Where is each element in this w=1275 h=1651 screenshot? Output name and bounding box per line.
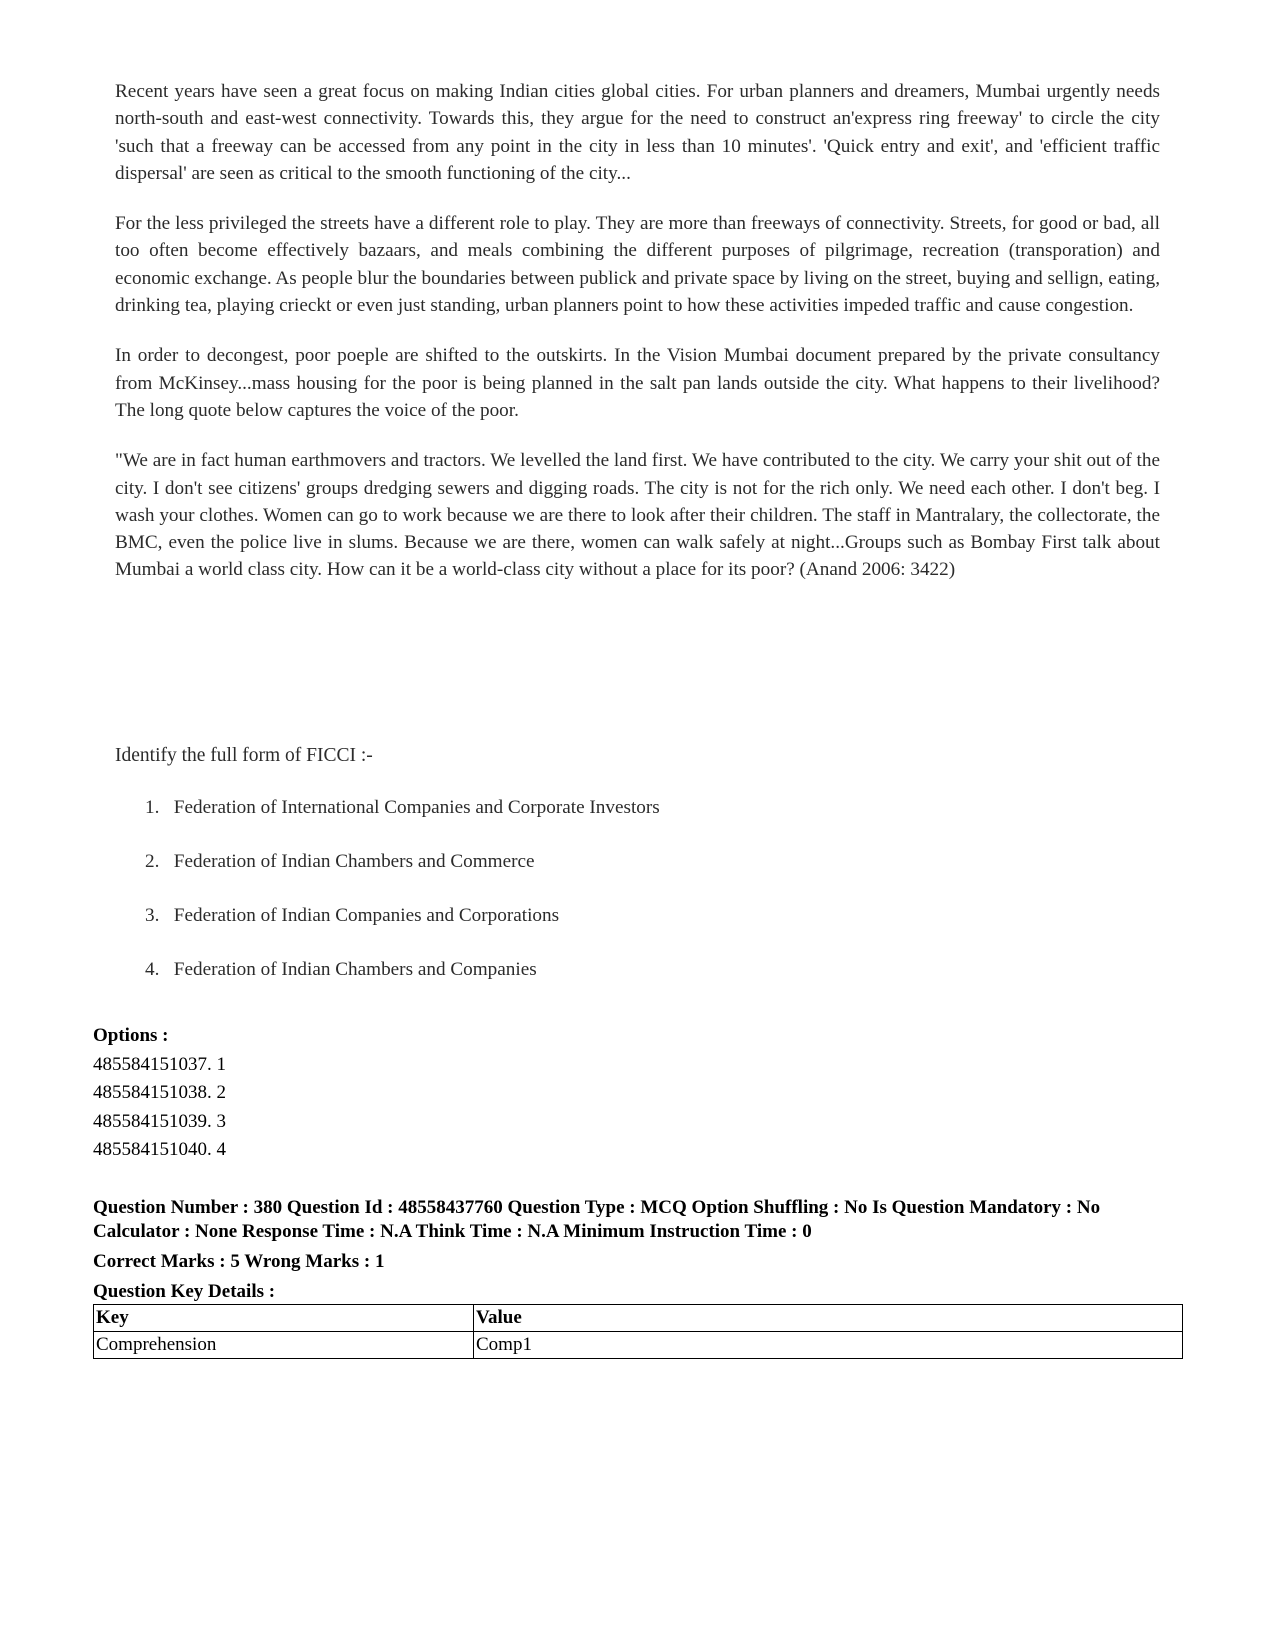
option-item: 485584151039. 3	[93, 1110, 226, 1132]
table-header-value: Value	[474, 1305, 1183, 1332]
option-item: 485584151037. 1	[93, 1053, 226, 1075]
question-metadata	[93, 1196, 1183, 1304]
choice-number: 2.	[145, 851, 160, 872]
choice-text: Federation of Indian Chambers and Commerce	[173, 851, 535, 872]
choice-number: 4.	[145, 959, 160, 980]
table-cell-key: Comprehension	[94, 1332, 474, 1359]
table-header-key: Key	[94, 1305, 474, 1332]
marks-line: Correct Marks : 5 Wrong Marks : 1	[93, 1251, 385, 1272]
choice-text: Federation of International Companies and Corporate Investors	[173, 797, 660, 818]
table-cell-value: Comp1	[474, 1332, 1183, 1359]
passage-paragraph: For the less privileged the streets have a different role to play. They are more than freeways of connectivity. Streets, for good or bad, all too often become effectively bazaars, and meals combining the different purposes of pilgrimage, recreation (transporation) and economic exchange. As people blur the boundaries between publick and private space by living on the street, buying and sellign, eating, drinking tea, playing crieckt or even just standing, urban planners point to how these activities impeded traffic and cause congestion.	[115, 213, 1160, 317]
options-label: Options :	[93, 1025, 169, 1046]
passage-paragraph: "We are in fact human earthmovers and tractors. We levelled the land first. We have contributed to the city. We carry your shit out of the city. I don't see citizens' groups dredging sewers and digging roads. The city is not for the rich only. We need each other. I don't beg. I wash your clothes. Women can go to work because we are there to look after their children. The staff in Mantralary, the collectorate, the BMC, even the police live in slums. Because we are there, women can walk safely at night...Groups such as Bombay First talk about Mumbai a world class city. How can it be a world-class city without a place for its poor? (Anand 2006: 3422)	[115, 450, 1160, 581]
option-item: 485584151040. 4	[93, 1139, 226, 1160]
question-details-line: Question Number : 380 Question Id : 48558437760 Question Type : MCQ Option Shuffling : No Is Question Mandatory : No Calculator : None Response Time : N.A Think Time : N.A Minimum Instruction Time : 0	[93, 1197, 1101, 1242]
choice-item	[145, 850, 660, 904]
options-block	[93, 1022, 226, 1165]
choice-text: Federation of Indian Chambers and Companies	[173, 959, 537, 980]
passage-image	[115, 78, 1160, 607]
choice-number: 1.	[145, 797, 160, 818]
table-header-row	[94, 1305, 1183, 1332]
passage-paragraph: Recent years have seen a great focus on making Indian cities global cities. For urban planners and dreamers, Mumbai urgently needs north-south and east-west connectivity. Towards this, they argue for the need to construct an'express ring freeway' to circle the city 'such that a freeway can be accessed from any point in the city in less than 10 minutes'. 'Quick entry and exit', and 'efficient traffic dispersal' are seen as critical to the smooth functioning of the city...	[115, 81, 1160, 184]
choice-item	[145, 958, 660, 1012]
question-text: Identify the full form of FICCI :-	[115, 745, 373, 766]
key-details-table	[93, 1304, 1183, 1359]
choice-item	[145, 904, 660, 958]
table-row	[94, 1332, 1183, 1359]
option-item: 485584151038. 2	[93, 1082, 226, 1103]
choice-text: Federation of Indian Companies and Corporations	[173, 905, 560, 926]
key-details-heading: Question Key Details :	[93, 1281, 276, 1302]
choice-number: 3.	[145, 905, 160, 926]
answer-choices	[145, 796, 660, 1012]
passage-paragraph: In order to decongest, poor poeple are shifted to the outskirts. In the Vision Mumbai document prepared by the private consultancy from McKinsey...mass housing for the poor is being planned in the salt pan lands outside the city. What happens to their livelihood? The long quote below captures the voice of the poor.	[115, 345, 1160, 421]
choice-item	[145, 796, 660, 850]
